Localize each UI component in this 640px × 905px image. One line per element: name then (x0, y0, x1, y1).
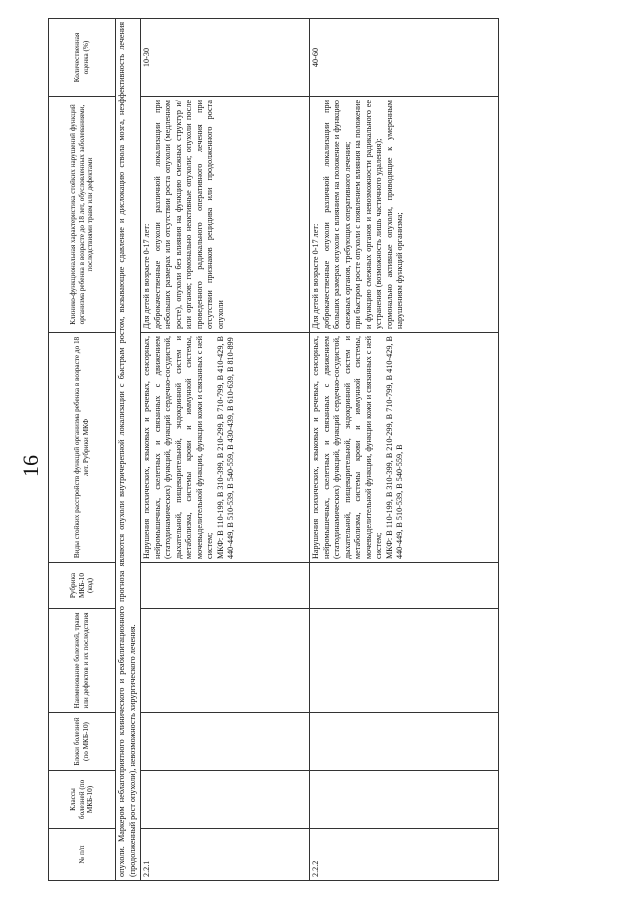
row-disease-name (141, 609, 310, 713)
assessment-line: Для детей в возрасте 0-17 лет: (311, 223, 320, 329)
row-percent: 40-60 (310, 19, 499, 97)
header-disease-class: Классы болезней (по МКБ-10) (49, 771, 116, 829)
row-disease-class (310, 771, 499, 829)
header-function-types: Виды стойких расстройств функций организма ребенка в возрасте до 18 лет. Рубрики МКФ (49, 333, 116, 563)
header-quantitative-assessment: Количественная оценка (%) (49, 19, 116, 97)
row-function-types (141, 333, 310, 563)
row-disease-block (141, 713, 310, 771)
row-number: 2.2.1 (141, 829, 310, 881)
assessment-line: Для детей в возрасте 0-17 лет: (142, 223, 151, 329)
header-disease-name: Наименование болезней, травм или дефектов и их последствия (49, 609, 116, 713)
row-number: 2.2.2 (310, 829, 499, 881)
intro-row (116, 19, 141, 881)
table-header-row (49, 19, 116, 881)
table-row (310, 19, 499, 881)
header-clinical-characteristic: Клинико-функциональная характеристика стойких нарушений функций организма ребенка в возрасте до 18 лет, обусловленных заболеваниями, последствиями травм или дефектами (49, 97, 116, 333)
intro-text: опухоли. Маркером неблагоприятного клинического и реабилитационного прогноза являются опухоли внутричерепной локализации с быстрым ростом, вызывающие сдавление и дислокацию ствола мозга, неэффективность лечения (продолженный рост опухоли), невозможность хирургического лечения. (116, 19, 141, 881)
assessment-line: при быстром росте опухоли с появлением влияния на положение и функцию смежных органов и невозможности радикального ее устранения (возможность лишь частичного удаления); (353, 100, 383, 329)
row-icd-code (310, 563, 499, 609)
row-function-types (310, 333, 499, 563)
header-disease-block: Блоки болезней (по МКБ-10) (49, 713, 116, 771)
function-types-text: Нарушения психических, языковых и речевых, сенсорных, нейромышечных, скелетных и связанных с движением (статодинамических) функций, функций сердечно-сосудистой, дыхательной, пищеварительной, эндокринной систем и метаболизма, системы крови и иммунной системы, мочевыделительной функции, функции кожи и связанных с ней систем; (311, 336, 383, 559)
row-clinical-characteristic (141, 97, 310, 333)
assessment-line: доброкачественные опухоли различной локализации при больших размерах опухоли с влиянием на положение и функцию смежных органов, требующих оперативного лечения; (321, 100, 352, 329)
row-disease-block (310, 713, 499, 771)
icf-codes-text: МКФ: В 110-199, В 310-399, В 210-299, В 710-799, В 410-429, В 440-449, В 510-539, В 540-559, В (384, 336, 404, 559)
icf-codes-text: МКФ: В 110-199, В 310-399, В 210-299, В 710-799, В 410-429, В 440-449, В 510-539, В 540-559, В 430-439, В 610-639, В 810-899 (215, 336, 235, 559)
assessment-line: гормонально активные опухоли, приводящие к умеренным нарушениям функций организма; (384, 100, 404, 329)
table-row (141, 19, 310, 881)
function-types-text: Нарушения психических, языковых и речевых, сенсорных, нейромышечных, скелетных и связанных с движением (статодинамических) функций, функций сердечно-сосудистой, дыхательной, пищеварительной, эндокринной систем и метаболизма, системы крови и иммунной системы, мочевыделительной функции, функции кожи и связанных с ней систем; (142, 336, 214, 559)
header-icd-code: Рубрика МКБ-10 (код) (49, 563, 116, 609)
header-number: № п/п (49, 829, 116, 881)
row-clinical-characteristic (310, 97, 499, 333)
row-disease-class (141, 771, 310, 829)
page-number: 16 (18, 455, 43, 477)
row-disease-name (310, 609, 499, 713)
row-percent: 10-30 (141, 19, 310, 97)
assessment-line: доброкачественные опухоли различной локализации при небольших размерах или отсутствии роста опухоли (медленном росте), опухоли без влияния на функцию смежных структур и/или органов; гормонально неактивные опухоли; опухоли после проведенного радикального оперативного лечения при отсутствии признаков рецидива или продолженного роста опухоли (152, 100, 225, 329)
disability-criteria-table (48, 18, 499, 881)
row-icd-code (141, 563, 310, 609)
